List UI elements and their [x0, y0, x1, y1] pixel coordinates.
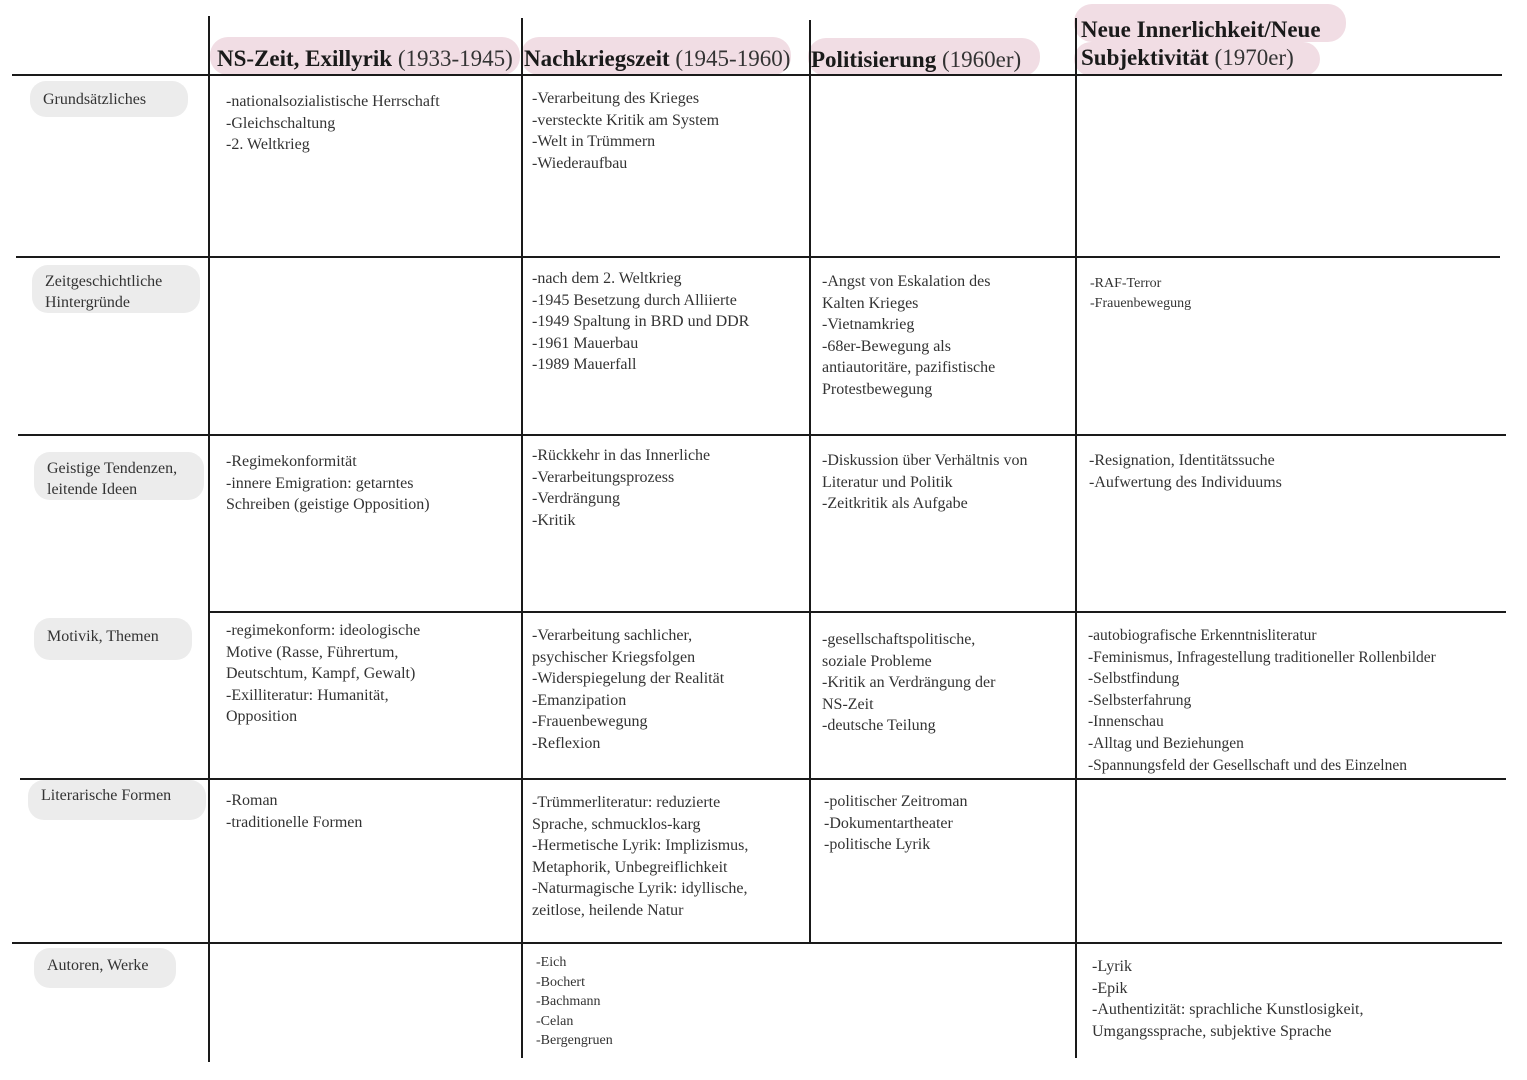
- row-label-zeitgeschichtliche-hintergruende: [32, 265, 200, 313]
- cell-line: Kalten Krieges: [822, 294, 919, 312]
- cell-line: -Zeitkritik als Aufgabe: [822, 495, 968, 513]
- cell-formen-ns: [226, 790, 362, 833]
- cell-line: -Gleichschaltung: [226, 114, 336, 132]
- cell-line: -Dokumentartheater: [824, 814, 953, 832]
- cell-line: -Vietnamkrieg: [822, 316, 915, 334]
- cell-line: soziale Probleme: [822, 652, 932, 670]
- cell-tendenzen-nachkrieg: [532, 445, 710, 531]
- row-divider: [18, 434, 1506, 436]
- cell-line: -Verarbeitung des Krieges: [532, 90, 700, 107]
- cell-line: -Widerspiegelung der Realität: [532, 670, 725, 688]
- cell-line: -Innenschau: [1088, 713, 1164, 731]
- cell-line: -Frauenbewegung: [1090, 295, 1192, 311]
- cell-line: -innere Emigration: getarntes: [226, 474, 414, 492]
- cell-motivik-ns: [226, 620, 420, 728]
- column-divider: [809, 20, 811, 944]
- column-divider: [208, 16, 210, 1062]
- cell-line: -Exilliteratur: Humanität,: [226, 686, 389, 704]
- cell-line: -regimekonform: ideologische: [226, 622, 421, 639]
- cell-hintergruende-innerlichkeit: [1090, 274, 1191, 313]
- cell-motivik-innerlichkeit: [1088, 625, 1436, 776]
- cell-hintergruende-politisierung: [822, 271, 995, 401]
- row-label-text-line1: Zeitgeschichtliche: [45, 273, 163, 290]
- cell-grundsaetzliches-ns: [226, 91, 440, 156]
- row-divider: [208, 611, 1506, 613]
- column-header-politisierung: [811, 46, 1021, 74]
- cell-line: Deutschtum, Kampf, Gewalt): [226, 665, 416, 683]
- cell-line: -Naturmagische Lyrik: idyllische,: [532, 880, 748, 898]
- cell-line: -Selbsterfahrung: [1088, 691, 1192, 709]
- cell-line: -Lyrik: [1092, 958, 1132, 975]
- row-label-text-line2: leitende Ideen: [47, 481, 138, 498]
- cell-line: -Bachmann: [536, 994, 601, 1009]
- column-divider: [1075, 18, 1077, 1058]
- cell-motivik-nachkrieg: [532, 625, 724, 755]
- cell-line: -Authentizität: sprachliche Kunstlosigkeit,: [1092, 1001, 1364, 1019]
- row-divider: [12, 74, 1502, 76]
- cell-line: -Wiederaufbau: [532, 154, 628, 172]
- column-header-ns-zeit: [217, 45, 513, 73]
- cell-tendenzen-politisierung: [822, 450, 1027, 515]
- column-divider: [521, 18, 523, 1058]
- cell-line: -Frauenbewegung: [532, 713, 648, 731]
- column-title-line1: Neue Innerlichkeit/Neue: [1081, 17, 1321, 42]
- cell-line: -2. Weltkrieg: [226, 136, 310, 154]
- cell-line: Motive (Rasse, Führertum,: [226, 643, 399, 661]
- column-years: (1970er): [1214, 45, 1294, 70]
- cell-line: -Feminismus, Infragestellung traditioneller Rollenbilder: [1088, 648, 1436, 666]
- cell-line: -Diskussion über Verhältnis von: [822, 452, 1028, 469]
- row-label-text-line2: Hintergründe: [45, 294, 131, 311]
- cell-autoren-innerlichkeit: [1092, 956, 1364, 1042]
- row-label-motivik-themen: [34, 618, 192, 660]
- cell-line: Opposition: [226, 708, 298, 726]
- cell-line: -1961 Mauerbau: [532, 334, 639, 352]
- cell-hintergruende-nachkrieg: [532, 268, 749, 376]
- cell-line: Sprache, schmucklos-karg: [532, 815, 701, 833]
- cell-line: -1989 Mauerfall: [532, 356, 637, 374]
- cell-line: -Celan: [536, 1013, 574, 1029]
- column-header-neue-innerlichkeit: [1081, 16, 1321, 72]
- cell-line: antiautoritäre, pazifistische: [822, 359, 996, 377]
- column-years: (1945-1960): [675, 46, 791, 71]
- cell-line: -Hermetische Lyrik: Implizismus,: [532, 837, 749, 855]
- cell-line: -Epik: [1092, 979, 1128, 997]
- row-label-literarische-formen: [28, 780, 206, 820]
- cell-line: -Verarbeitung sachlicher,: [532, 627, 693, 644]
- cell-line: Umgangssprache, subjektive Sprache: [1092, 1022, 1332, 1040]
- cell-line: -Kritik: [532, 511, 576, 529]
- row-divider: [12, 942, 1502, 944]
- cell-line: -Verdrängung: [532, 490, 620, 508]
- cell-line: -Regimekonformität: [226, 453, 357, 470]
- cell-line: -Welt in Trümmern: [532, 133, 656, 151]
- cell-tendenzen-innerlichkeit: [1089, 450, 1282, 493]
- row-label-text: Autoren, Werke: [47, 957, 149, 974]
- cell-autoren-nachkrieg: [536, 953, 613, 1051]
- cell-formen-nachkrieg: [532, 792, 748, 922]
- cell-line: psychischer Kriegsfolgen: [532, 648, 696, 666]
- row-label-text: Grundsätzliches: [43, 91, 147, 108]
- cell-line: -Eich: [536, 955, 567, 970]
- row-label-autoren-werke: [34, 948, 176, 988]
- cell-line: -Aufwertung des Individuums: [1089, 473, 1282, 491]
- cell-line: NS-Zeit: [822, 695, 874, 713]
- cell-line: -Rückkehr in das Innerliche: [532, 447, 711, 464]
- row-label-text-line1: Geistige Tendenzen,: [47, 460, 178, 477]
- row-label-grundsaetzliches: [30, 81, 188, 117]
- cell-line: -politische Lyrik: [824, 836, 931, 854]
- cell-line: zeitlose, heilende Natur: [532, 901, 684, 919]
- cell-line: Literatur und Politik: [822, 473, 953, 491]
- row-divider: [20, 778, 1506, 780]
- cell-tendenzen-ns: [226, 451, 430, 516]
- cell-line: -Bergengruen: [536, 1033, 613, 1048]
- cell-line: -Trümmerliteratur: reduzierte: [532, 794, 721, 811]
- cell-formen-politisierung: [824, 791, 968, 856]
- cell-line: Metaphorik, Unbegreiflichkeit: [532, 858, 728, 876]
- row-divider: [16, 256, 1500, 258]
- column-title: Nachkriegszeit: [524, 46, 670, 71]
- cell-line: -Roman: [226, 792, 278, 809]
- cell-line: -nach dem 2. Weltkrieg: [532, 270, 682, 287]
- cell-grundsaetzliches-nachkrieg: [532, 88, 719, 174]
- cell-line: -Angst von Eskalation des: [822, 273, 991, 290]
- cell-line: -gesellschaftspolitische,: [822, 631, 976, 648]
- row-label-text: Literarische Formen: [41, 787, 172, 804]
- cell-line: -nationalsozialistische Herrschaft: [226, 93, 440, 110]
- cell-line: -politischer Zeitroman: [824, 793, 968, 810]
- cell-line: -Reflexion: [532, 734, 601, 752]
- column-title-line2: Subjektivität: [1081, 45, 1209, 70]
- cell-line: -Verarbeitungsprozess: [532, 468, 675, 486]
- column-years: (1960er): [941, 47, 1022, 72]
- cell-line: -Alltag und Beziehungen: [1088, 734, 1244, 752]
- column-title: Politisierung: [811, 47, 937, 72]
- cell-line: -autobiografische Erkenntnisliteratur: [1088, 627, 1317, 644]
- cell-line: -traditionelle Formen: [226, 813, 363, 831]
- cell-line: -68er-Bewegung als: [822, 337, 951, 355]
- row-label-text: Motivik, Themen: [47, 628, 159, 645]
- cell-line: -RAF-Terror: [1090, 276, 1162, 291]
- cell-line: -Kritik an Verdrängung der: [822, 674, 996, 692]
- cell-line: -deutsche Teilung: [822, 717, 936, 735]
- cell-motivik-politisierung: [822, 629, 995, 737]
- cell-line: -versteckte Kritik am System: [532, 111, 720, 129]
- cell-line: -Bochert: [536, 974, 585, 990]
- column-title: NS-Zeit, Exillyrik: [217, 46, 393, 71]
- cell-line: -Selbstfindung: [1088, 670, 1180, 688]
- row-label-geistige-tendenzen: [34, 452, 204, 500]
- cell-line: -Spannungsfeld der Gesellschaft und des Einzelnen: [1088, 756, 1407, 774]
- cell-line: Schreiben (geistige Opposition): [226, 496, 430, 514]
- cell-line: -Emanzipation: [532, 691, 627, 709]
- column-years: (1933-1945): [397, 46, 513, 71]
- column-header-nachkriegszeit: [524, 45, 790, 73]
- cell-line: -Resignation, Identitätssuche: [1089, 452, 1275, 469]
- cell-line: Protestbewegung: [822, 380, 933, 398]
- cell-line: -1945 Besetzung durch Alliierte: [532, 291, 737, 309]
- cell-line: -1949 Spaltung in BRD und DDR: [532, 313, 750, 331]
